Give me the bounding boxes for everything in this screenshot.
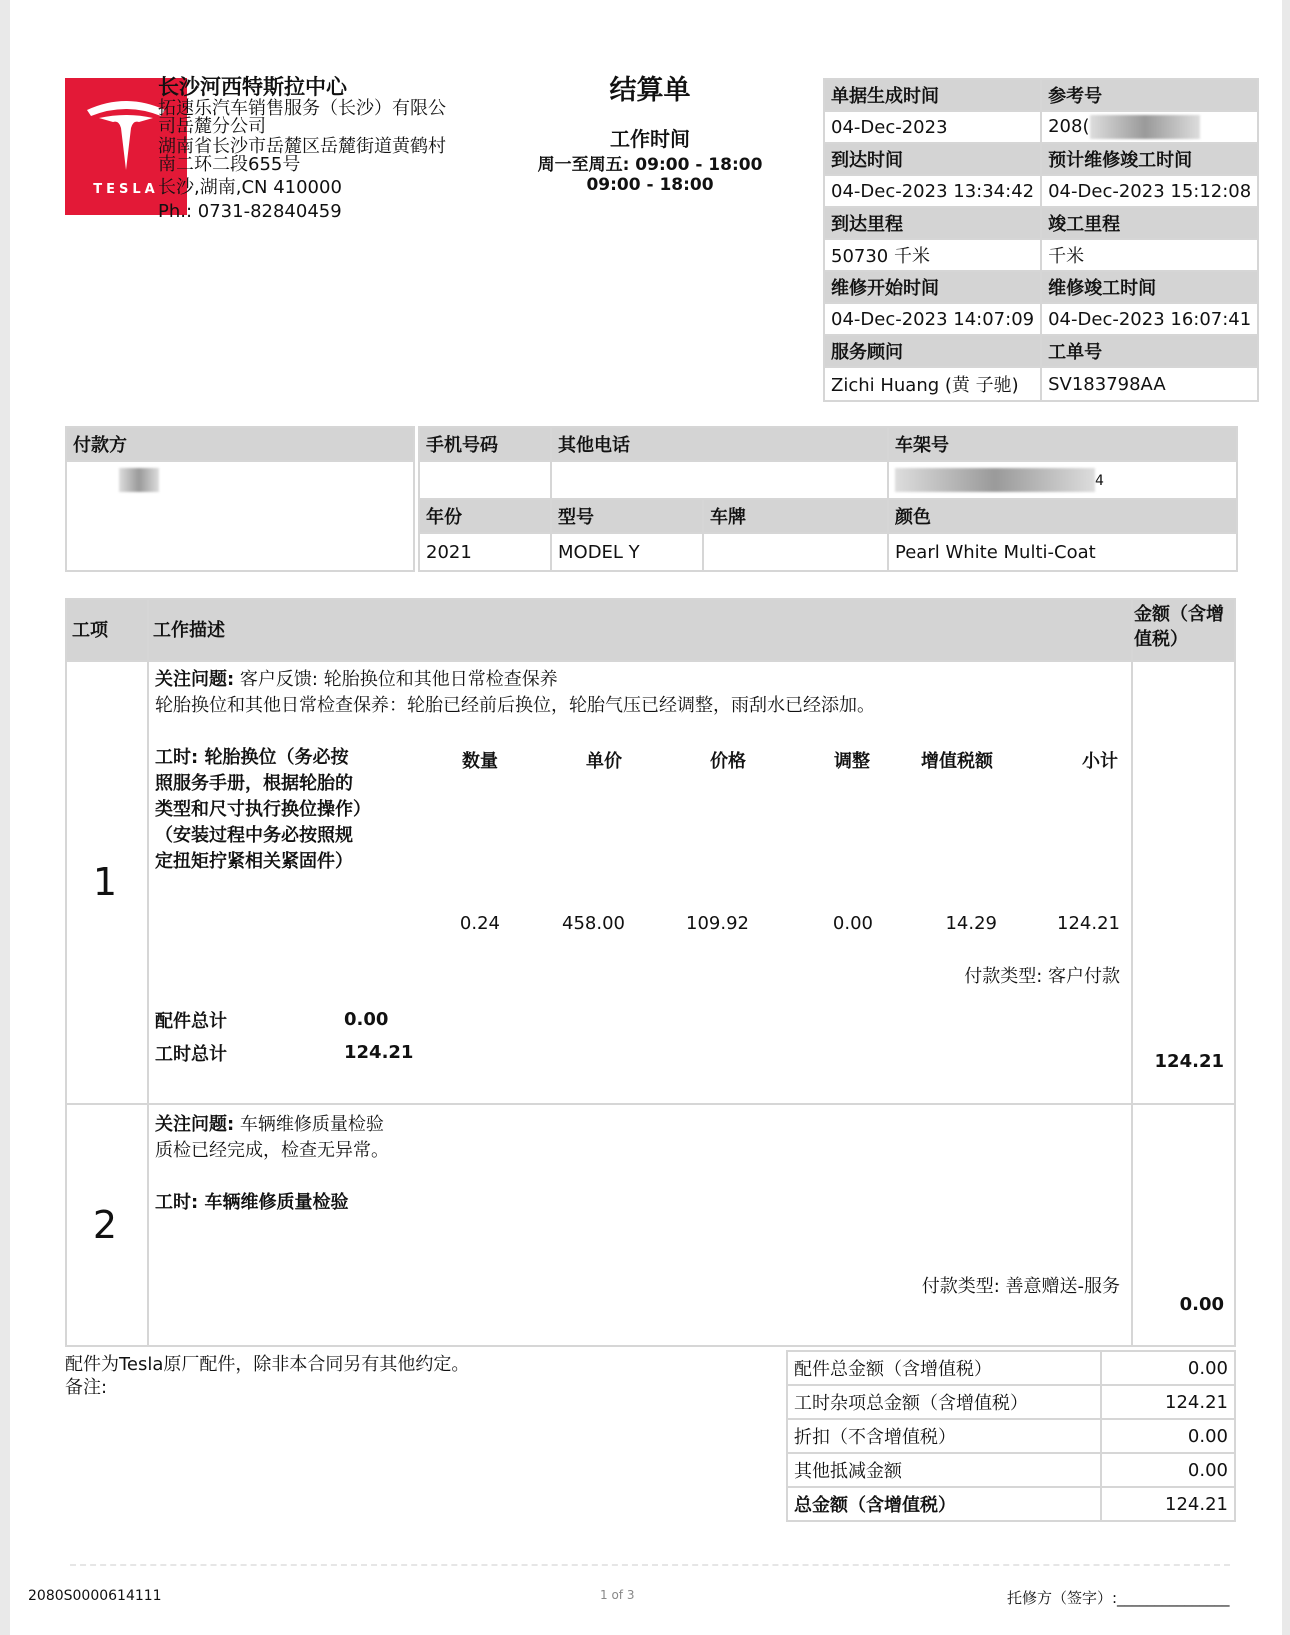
job1-labor: 工时: 轮胎换位（务必按照服务手册，根据轮胎的类型和尺寸执行换位操作）（安装过程中务必按照规定扭矩拧紧相关紧固件） <box>155 747 362 872</box>
footer-page: 1 of 3 <box>600 1588 635 1602</box>
info-table <box>823 78 1259 402</box>
tesla-logo-text: TESLA <box>93 182 159 197</box>
job1-adjust: 0.00 <box>832 913 873 934</box>
job1-subtotal: 124.21 <box>1057 913 1120 934</box>
dealer-name: 长沙河西特斯拉中心 <box>158 75 347 99</box>
year: 2021 <box>419 533 551 571</box>
redaction <box>1090 115 1200 139</box>
job2-pay-type: 付款类型: 善意赠送-服务 <box>921 1276 1120 1297</box>
totals-discount-value: 0.00 <box>1101 1419 1235 1453</box>
totals-labor-label: 工时杂项总金额（含增值税） <box>787 1385 1101 1419</box>
job1-unit-price: 458.00 <box>562 913 625 934</box>
phone-label: 手机号码 <box>419 427 551 461</box>
gen-time-label: 单据生成时间 <box>824 79 1041 111</box>
job2-concern <box>155 1112 384 1138</box>
color: Pearl White Multi-Coat <box>888 533 1237 571</box>
plate-label: 车牌 <box>703 499 888 533</box>
model: MODEL Y <box>551 533 703 571</box>
remark-label: 备注: <box>65 1377 108 1398</box>
cut-line <box>70 1564 1230 1566</box>
job1-parts-total-label: 配件总计 <box>155 1011 227 1032</box>
job1-concern-label: 关注问题: <box>155 669 235 690</box>
ref-cell <box>1041 111 1258 143</box>
redaction <box>895 468 1095 492</box>
plate <box>703 533 888 571</box>
col-amount-header: 金额（含增值税） <box>1134 604 1224 650</box>
job1-col-qty: 数量 <box>462 751 498 772</box>
other-phone-label: 其他电话 <box>551 427 888 461</box>
job1-number: 1 <box>92 860 118 904</box>
job1-col-unit: 单价 <box>586 751 622 772</box>
job1-pay-type: 付款类型: 客户付款 <box>964 966 1120 987</box>
advisor: Zichi Huang (黄 子驰) <box>824 367 1041 401</box>
footer-doc-no: 2080S0000614111 <box>28 1588 162 1604</box>
hours-title: 工作时间 <box>610 127 690 151</box>
payer-value <box>66 461 414 571</box>
job2-amount: 0.00 <box>1179 1294 1224 1315</box>
start-time: 04-Dec-2023 14:07:09 <box>824 303 1041 335</box>
totals-labor-value: 124.21 <box>1101 1385 1235 1419</box>
color-label: 颜色 <box>888 499 1237 533</box>
mileage-out-label: 竣工里程 <box>1041 207 1258 239</box>
est-done-time: 04-Dec-2023 15:12:08 <box>1041 175 1258 207</box>
col-item-header: 工项 <box>72 620 108 641</box>
mileage-in-label: 到达里程 <box>824 207 1041 239</box>
year-label: 年份 <box>419 499 551 533</box>
parts-note: 配件为Tesla原厂配件，除非本合同另有其他约定。 <box>65 1354 470 1375</box>
mileage-out: 千米 <box>1041 239 1258 271</box>
totals-table <box>786 1350 1236 1522</box>
footer-signature: 托修方（签字）:_______________ <box>1007 1589 1230 1607</box>
job1-col-price: 价格 <box>710 751 746 772</box>
totals-parts-value: 0.00 <box>1101 1351 1235 1385</box>
gen-time: 04-Dec-2023 <box>824 111 1041 143</box>
totals-other-value: 0.00 <box>1101 1453 1235 1487</box>
other-phone-value <box>551 461 888 499</box>
totals-other-label: 其他抵减金额 <box>787 1453 1101 1487</box>
dealer-city: 长沙,湖南,CN 410000 <box>158 177 342 198</box>
job1-amount: 124.21 <box>1154 1051 1224 1072</box>
jobs-hline-1 <box>67 660 1234 662</box>
job1-price: 109.92 <box>686 913 749 934</box>
vin-tail: 4 <box>1095 473 1104 489</box>
hours-weekday: 周一至周五: 09:00 - 18:00 <box>537 155 763 175</box>
job1-vat: 14.29 <box>945 913 997 934</box>
phone-value <box>419 461 551 499</box>
job1-labor-total-label: 工时总计 <box>155 1044 227 1065</box>
advisor-label: 服务顾问 <box>824 335 1041 367</box>
end-label: 维修竣工时间 <box>1041 271 1258 303</box>
totals-parts-label: 配件总金额（含增值税） <box>787 1351 1101 1385</box>
job1-concern-text: 客户反馈: 轮胎换位和其他日常检查保养 <box>234 669 558 690</box>
col-desc-header: 工作描述 <box>153 620 225 641</box>
dealer-phone: Ph.: 0731-82840459 <box>158 201 342 222</box>
ref-value: 208( <box>1048 116 1090 137</box>
payer-label: 付款方 <box>66 427 414 461</box>
totals-discount-label: 折扣（不含增值税） <box>787 1419 1101 1453</box>
job1-col-adjust: 调整 <box>834 751 870 772</box>
totals-grand-label: 总金额（含增值税） <box>787 1487 1101 1521</box>
model-label: 型号 <box>551 499 703 533</box>
vin-label: 车架号 <box>888 427 1237 461</box>
dealer-address: 湖南省长沙市岳麓区岳麓街道黄鹤村南二环二段655号 <box>158 136 446 175</box>
invoice-page <box>10 0 1282 1635</box>
job2-result: 质检已经完成，检查无异常。 <box>155 1140 389 1161</box>
payer-table <box>65 426 415 572</box>
job2-labor: 工时: 车辆维修质量检验 <box>155 1192 349 1213</box>
wo-label: 工单号 <box>1041 335 1258 367</box>
ref-label: 参考号 <box>1041 79 1258 111</box>
jobs-header-bg <box>67 600 1234 660</box>
job1-result: 轮胎换位和其他日常检查保养：轮胎已经前后换位，轮胎气压已经调整，雨刮水已经添加。 <box>155 695 875 716</box>
job2-concern-text: 车辆维修质量检验 <box>234 1114 384 1135</box>
work-order: SV183798AA <box>1041 367 1258 401</box>
doc-title: 结算单 <box>609 75 691 106</box>
job1-parts-total: 0.00 <box>344 1009 389 1030</box>
dealer-info <box>158 74 458 224</box>
job1-col-vat: 增值税额 <box>921 751 993 772</box>
dealer-company: 拓速乐汽车销售服务（长沙）有限公司岳麓分公司 <box>158 98 446 137</box>
job2-concern-label: 关注问题: <box>155 1114 235 1135</box>
arrive-label: 到达时间 <box>824 143 1041 175</box>
job2-number: 2 <box>92 1203 118 1247</box>
jobs-vline-2 <box>1131 600 1133 1345</box>
mileage-in: 50730 千米 <box>824 239 1041 271</box>
redaction <box>119 468 159 492</box>
job1-labor-total: 124.21 <box>344 1042 414 1063</box>
job1-concern <box>155 667 558 693</box>
totals-grand-value: 124.21 <box>1101 1487 1235 1521</box>
arrive-time: 04-Dec-2023 13:34:42 <box>824 175 1041 207</box>
end-time: 04-Dec-2023 16:07:41 <box>1041 303 1258 335</box>
est-done-label: 预计维修竣工时间 <box>1041 143 1258 175</box>
start-label: 维修开始时间 <box>824 271 1041 303</box>
vehicle-table <box>418 426 1238 572</box>
job1-col-subtotal: 小计 <box>1082 751 1118 772</box>
job1-qty: 0.24 <box>459 913 500 934</box>
jobs-vline-1 <box>147 600 149 1345</box>
vin-cell <box>888 461 1237 499</box>
jobs-hline-2 <box>67 1103 1234 1105</box>
hours-other: 09:00 - 18:00 <box>586 175 714 195</box>
